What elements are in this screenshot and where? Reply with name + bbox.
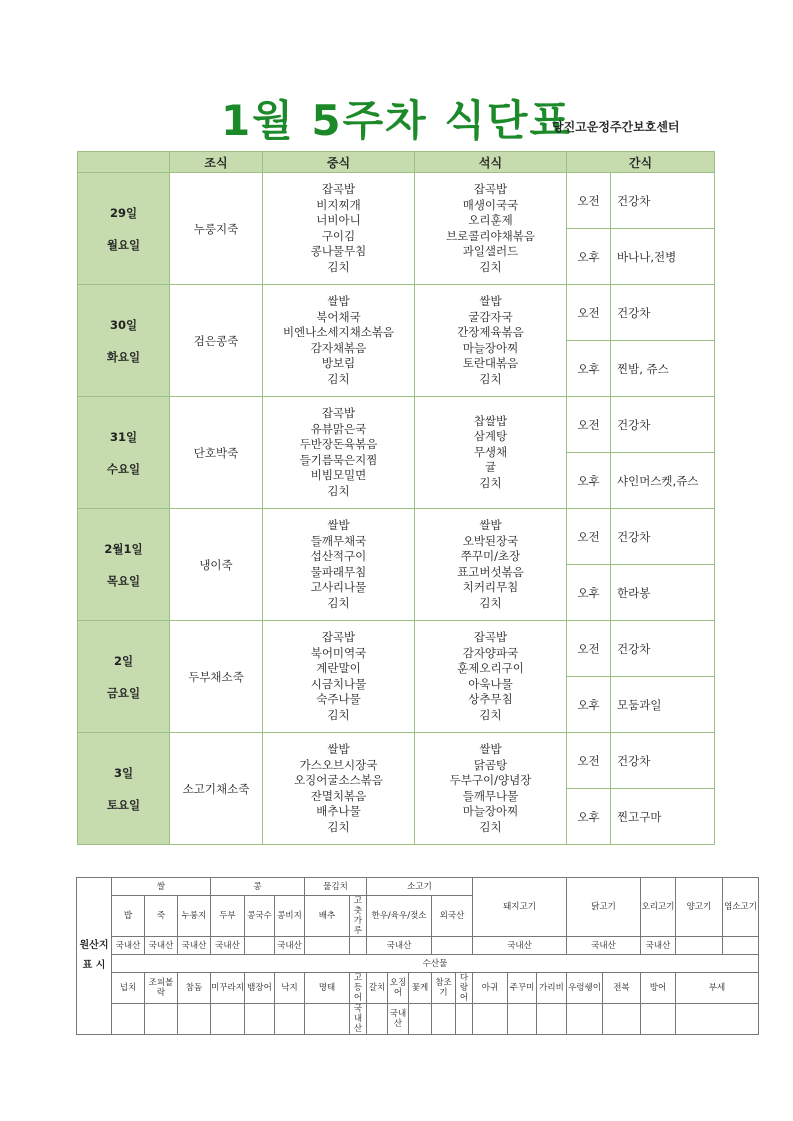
sub-korean-beef: 한우/육우/젖소 xyxy=(367,896,432,937)
dinner-item: 김치 xyxy=(479,595,502,610)
sub-kongguksu: 콩국수 xyxy=(245,896,275,937)
lunch-cell xyxy=(263,285,415,397)
lunch-item: 고사리나물 xyxy=(310,580,367,594)
day-label xyxy=(78,173,170,285)
seafood-name: 전복 xyxy=(603,973,641,1004)
snack-pm-value: 바나나,전병 xyxy=(611,229,715,285)
dinner-item: 훈제오리구이 xyxy=(457,661,524,675)
dinner-cell xyxy=(415,397,567,509)
lunch-item: 유뷰맑은국 xyxy=(310,421,367,436)
seafood-value xyxy=(537,1004,567,1035)
day-row-am xyxy=(78,621,715,677)
seafood-value xyxy=(508,1004,537,1035)
header-dinner: 석식 xyxy=(415,152,567,173)
seafood-value xyxy=(603,1004,641,1035)
dinner-cell xyxy=(415,509,567,621)
sub-tofu: 두부 xyxy=(211,896,245,937)
breakfast-cell: 검은콩죽 xyxy=(170,285,263,397)
seafood-name: 우렁쉥이 xyxy=(567,973,603,1004)
day-label xyxy=(78,621,170,733)
lunch-item: 잔멸치볶음 xyxy=(310,788,367,803)
group-lamb: 양고기 xyxy=(676,878,723,937)
day-date: 30일 xyxy=(109,317,138,332)
dinner-item: 두부구이/양념장 xyxy=(449,773,532,787)
lunch-item: 김치 xyxy=(327,595,350,610)
seafood-value xyxy=(432,1004,456,1035)
sub-cabbage: 배추 xyxy=(305,896,350,937)
val-lamb xyxy=(676,937,723,955)
dinner-item: 감자양파국 xyxy=(462,645,519,660)
snack-am-value: 건강차 xyxy=(611,285,715,341)
val-kongguksu xyxy=(245,937,275,955)
seafood-name: 뱀장어 xyxy=(245,973,275,1004)
day-row-am xyxy=(78,733,715,789)
breakfast-cell: 단호박죽 xyxy=(170,397,263,509)
snack-pm-value: 찐밤, 쥬스 xyxy=(611,341,715,397)
lunch-cell xyxy=(263,509,415,621)
sub-kongbiji: 콩비지 xyxy=(275,896,305,937)
seafood-name: 조피볼락 xyxy=(145,973,178,1004)
header-breakfast: 조식 xyxy=(170,152,263,173)
snack-am-value: 건강차 xyxy=(611,173,715,229)
seafood-name: 명태 xyxy=(305,973,350,1004)
dinner-item: 귤 xyxy=(484,460,497,475)
dinner-item: 상추무침 xyxy=(468,692,513,706)
val-goat xyxy=(723,937,759,955)
dinner-item: 김치 xyxy=(479,819,502,834)
sub-nurungji: 누룽지 xyxy=(178,896,211,937)
lunch-item: 구이김 xyxy=(321,228,356,243)
sub-chili-powder: 고춧가루 xyxy=(350,896,367,937)
sub-rice: 밥 xyxy=(112,896,145,937)
snack-am-value: 건강차 xyxy=(611,621,715,677)
seafood-name: 가리비 xyxy=(537,973,567,1004)
lunch-item: 계란말이 xyxy=(316,661,361,675)
snack-am-label: 오전 xyxy=(567,733,611,789)
dinner-item: 굴감자국 xyxy=(468,309,513,324)
snack-am-label: 오전 xyxy=(567,621,611,677)
snack-pm-label: 오후 xyxy=(567,565,611,621)
snack-am-label: 오전 xyxy=(567,397,611,453)
val-korean-beef: 국내산 xyxy=(367,937,432,955)
val-tofu: 국내산 xyxy=(211,937,245,955)
group-duck: 오리고기 xyxy=(641,878,676,937)
group-pork: 돼지고기 xyxy=(473,878,567,937)
dinner-item: 오박된장국 xyxy=(462,533,519,548)
dinner-item: 쭈꾸미/초장 xyxy=(460,549,521,563)
snack-am-label: 오전 xyxy=(567,285,611,341)
seafood-value xyxy=(409,1004,432,1035)
lunch-item: 섭산적구이 xyxy=(310,549,367,563)
seafood-value: 국내산 xyxy=(350,1004,367,1035)
dinner-item: 김치 xyxy=(479,475,502,490)
lunch-item: 김치 xyxy=(327,259,350,274)
dinner-item: 아욱나물 xyxy=(468,676,513,691)
menu-header-row xyxy=(78,152,715,173)
lunch-item: 물파래무침 xyxy=(310,564,367,579)
page-title: 1월 5주차 식단표 xyxy=(220,96,573,145)
organization-name: 당진고운정주간보호센터 xyxy=(552,120,680,134)
day-row-am xyxy=(78,285,715,341)
snack-pm-label: 오후 xyxy=(567,341,611,397)
seafood-value xyxy=(567,1004,603,1035)
lunch-item: 잡곡밥 xyxy=(321,406,356,420)
day-weekday: 화요일 xyxy=(106,349,141,364)
val-pork: 국내산 xyxy=(473,937,567,955)
snack-am-value: 건강차 xyxy=(611,509,715,565)
day-label xyxy=(78,509,170,621)
group-chicken: 닭고기 xyxy=(567,878,641,937)
lunch-item: 너비아니 xyxy=(316,213,361,227)
dinner-item: 브로콜리야채볶음 xyxy=(446,228,535,243)
breakfast-cell: 소고기채소죽 xyxy=(170,733,263,845)
sub-imported: 외국산 xyxy=(432,896,473,937)
day-weekday: 금요일 xyxy=(106,685,141,700)
breakfast-cell: 누룽지죽 xyxy=(170,173,263,285)
seafood-name: 갈치 xyxy=(367,973,388,1004)
dinner-item: 쌀밥 xyxy=(479,518,502,532)
snack-am-label: 오전 xyxy=(567,509,611,565)
lunch-item: 김치 xyxy=(327,707,350,722)
dinner-item: 매생이국국 xyxy=(462,197,519,212)
seafood-value xyxy=(456,1004,473,1035)
val-kongbiji: 국내산 xyxy=(275,937,305,955)
group-rice: 쌀 xyxy=(112,878,211,896)
seafood-value xyxy=(178,1004,211,1035)
seafood-value xyxy=(112,1004,145,1035)
val-rice: 국내산 xyxy=(112,937,145,955)
lunch-item: 배추나물 xyxy=(316,804,361,818)
lunch-item: 비엔나소세지채소볶음 xyxy=(282,325,395,339)
lunch-item: 콩나물무침 xyxy=(310,244,367,258)
lunch-cell xyxy=(263,173,415,285)
seafood-name: 낙지 xyxy=(275,973,305,1004)
seafood-name: 주꾸미 xyxy=(508,973,537,1004)
day-weekday: 토요일 xyxy=(106,797,141,812)
dinner-item: 닭곰탕 xyxy=(473,757,508,772)
seafood-value xyxy=(367,1004,388,1035)
day-weekday: 월요일 xyxy=(106,237,141,252)
lunch-item: 두반장돈육볶음 xyxy=(299,437,378,451)
seafood-name: 부세 xyxy=(676,973,759,1004)
lunch-item: 김치 xyxy=(327,371,350,386)
dinner-item: 무생채 xyxy=(473,444,508,459)
dinner-item: 마늘장아찌 xyxy=(462,804,519,818)
seafood-name: 넙치 xyxy=(112,973,145,1004)
day-date: 3일 xyxy=(113,765,134,780)
lunch-cell xyxy=(263,397,415,509)
seafood-name: 참조기 xyxy=(432,973,456,1004)
group-beef: 소고기 xyxy=(367,878,473,896)
dinner-item: 쌀밥 xyxy=(479,742,502,756)
dinner-item: 과일샐러드 xyxy=(462,244,519,258)
day-label xyxy=(78,733,170,845)
lunch-item: 시금치나물 xyxy=(310,676,367,691)
snack-pm-label: 오후 xyxy=(567,453,611,509)
dinner-item: 치커리무침 xyxy=(462,580,519,594)
snack-pm-value: 모둠과일 xyxy=(611,677,715,733)
dinner-item: 잡곡밥 xyxy=(473,630,508,644)
lunch-item: 가스오브시장국 xyxy=(299,757,378,772)
seafood-name: 아귀 xyxy=(473,973,508,1004)
day-date: 29일 xyxy=(109,205,138,220)
header-lunch: 중식 xyxy=(263,152,415,173)
snack-pm-label: 오후 xyxy=(567,789,611,845)
lunch-item: 오징어굴소스볶음 xyxy=(294,773,383,787)
lunch-item: 들기름묵은지찜 xyxy=(299,452,378,467)
origin-label-line1: 원산지 xyxy=(79,940,109,951)
lunch-item: 비빔모밀면 xyxy=(310,468,367,482)
dinner-cell xyxy=(415,733,567,845)
dinner-item: 간장제육볶음 xyxy=(457,325,524,339)
lunch-item: 비지찌개 xyxy=(316,197,361,212)
day-label xyxy=(78,285,170,397)
val-imported xyxy=(432,937,473,955)
snack-am-value: 건강차 xyxy=(611,397,715,453)
val-cabbage xyxy=(305,937,350,955)
day-weekday: 수요일 xyxy=(106,461,141,476)
seafood-value xyxy=(473,1004,508,1035)
dinner-item: 잡곡밥 xyxy=(473,182,508,196)
lunch-item: 북어미역국 xyxy=(310,645,367,660)
lunch-item: 김치 xyxy=(327,819,350,834)
snack-pm-value: 찐고구마 xyxy=(611,789,715,845)
day-label xyxy=(78,397,170,509)
dinner-item: 오리훈제 xyxy=(468,213,513,227)
seafood-value xyxy=(211,1004,245,1035)
lunch-item: 감자채볶음 xyxy=(310,340,367,355)
sub-porridge: 죽 xyxy=(145,896,178,937)
seafood-name: 미꾸라지 xyxy=(211,973,245,1004)
lunch-item: 잡곡밥 xyxy=(321,182,356,196)
dinner-item: 마늘장아찌 xyxy=(462,340,519,355)
seafood-value xyxy=(245,1004,275,1035)
day-date: 2일 xyxy=(113,653,134,668)
seafood-value: 국내산 xyxy=(388,1004,409,1035)
seafood-name: 오징어 xyxy=(388,973,409,1004)
dinner-item: 김치 xyxy=(479,371,502,386)
dinner-item: 쌀밥 xyxy=(479,294,502,308)
dinner-item: 찹쌀밥 xyxy=(473,413,508,428)
seafood-value xyxy=(305,1004,350,1035)
lunch-item: 들깨무채국 xyxy=(310,533,367,548)
snack-pm-label: 오후 xyxy=(567,229,611,285)
seafood-value xyxy=(275,1004,305,1035)
group-water-kimchi: 물김치 xyxy=(305,878,367,896)
seafood-name: 방어 xyxy=(641,973,676,1004)
group-bean: 콩 xyxy=(211,878,305,896)
day-date: 31일 xyxy=(109,429,138,444)
snack-pm-label: 오후 xyxy=(567,677,611,733)
group-goat: 염소고기 xyxy=(723,878,759,937)
lunch-cell xyxy=(263,621,415,733)
dinner-cell xyxy=(415,621,567,733)
val-chili-powder xyxy=(350,937,367,955)
seafood-name: 고등어 xyxy=(350,973,367,1004)
snack-am-value: 건강차 xyxy=(611,733,715,789)
dinner-cell xyxy=(415,285,567,397)
val-porridge: 국내산 xyxy=(145,937,178,955)
origin-label-line2: 표 시 xyxy=(82,960,106,971)
seafood-name: 다랑어 xyxy=(456,973,473,1004)
day-date: 2월1일 xyxy=(104,541,143,556)
val-duck: 국내산 xyxy=(641,937,676,955)
seafood-value xyxy=(641,1004,676,1035)
val-nurungji: 국내산 xyxy=(178,937,211,955)
weekly-menu-table xyxy=(77,151,715,845)
header-day xyxy=(78,152,170,173)
breakfast-cell: 두부채소죽 xyxy=(170,621,263,733)
snack-am-label: 오전 xyxy=(567,173,611,229)
snack-pm-value: 한라봉 xyxy=(611,565,715,621)
val-chicken: 국내산 xyxy=(567,937,641,955)
dinner-item: 김치 xyxy=(479,259,502,274)
snack-pm-value: 샤인머스켓,쥬스 xyxy=(611,453,715,509)
day-row-am xyxy=(78,509,715,565)
lunch-item: 쌀밥 xyxy=(327,742,350,756)
lunch-item: 김치 xyxy=(327,483,350,498)
seafood-value xyxy=(145,1004,178,1035)
lunch-item: 방보림 xyxy=(321,356,356,370)
day-weekday: 목요일 xyxy=(106,573,141,588)
seafood-name: 참돔 xyxy=(178,973,211,1004)
dinner-item: 들깨무나물 xyxy=(462,788,519,803)
dinner-item: 삼계탕 xyxy=(473,429,508,444)
dinner-item: 표고버섯볶음 xyxy=(457,564,524,579)
lunch-item: 쌀밥 xyxy=(327,294,350,308)
seafood-name: 꽃게 xyxy=(409,973,432,1004)
seafood-value xyxy=(676,1004,759,1035)
dinner-item: 토란대볶음 xyxy=(462,356,519,370)
breakfast-cell: 냉이죽 xyxy=(170,509,263,621)
origin-side-label xyxy=(77,878,112,1035)
origin-table xyxy=(76,877,759,1035)
dinner-item: 김치 xyxy=(479,707,502,722)
seafood-label: 수산물 xyxy=(112,955,759,973)
lunch-item: 북어채국 xyxy=(316,309,361,324)
lunch-cell xyxy=(263,733,415,845)
day-row-am xyxy=(78,173,715,229)
lunch-item: 잡곡밥 xyxy=(321,630,356,644)
dinner-cell xyxy=(415,173,567,285)
day-row-am xyxy=(78,397,715,453)
lunch-item: 숙주나물 xyxy=(316,692,361,706)
header-snack: 간식 xyxy=(567,152,715,173)
lunch-item: 쌀밥 xyxy=(327,518,350,532)
